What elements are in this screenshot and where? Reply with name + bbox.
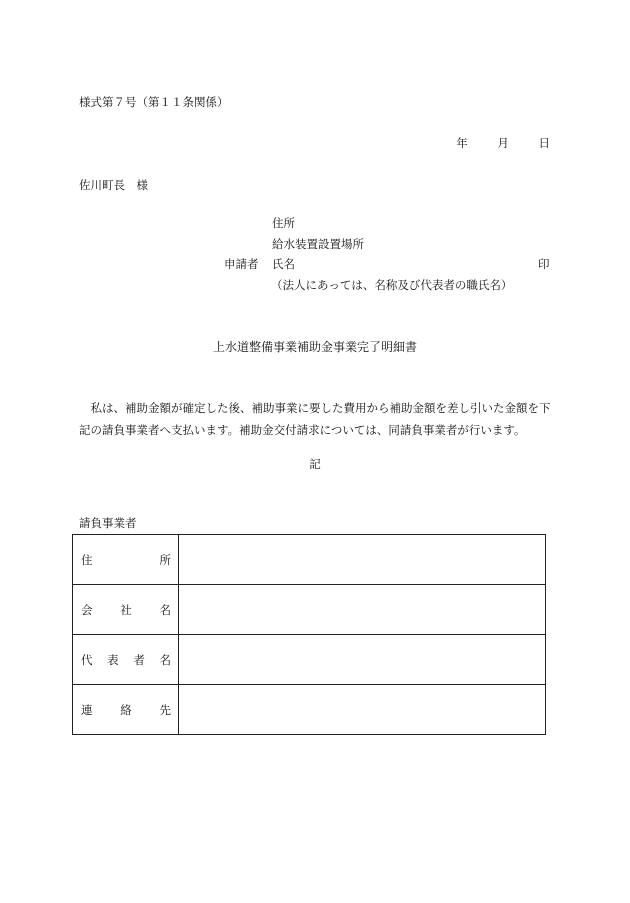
row-label-text (73, 652, 178, 668)
row-label-char: 者 (133, 652, 145, 667)
seal-mark: 印 (538, 257, 550, 271)
contractor-row-label (73, 635, 179, 685)
date-line (434, 138, 550, 150)
contractor-row (73, 535, 546, 585)
addressee: 佐川町長 様 (79, 178, 148, 192)
row-label-text (73, 552, 178, 568)
row-label-text (73, 702, 178, 718)
row-label-char: 名 (159, 602, 171, 617)
row-label-text (73, 602, 178, 618)
applicant-label: 申請者 (224, 257, 259, 271)
row-label-char: 代 (81, 652, 93, 667)
installation-place-label: 給水装置設置場所 (272, 237, 364, 251)
contractor-row-label (73, 585, 179, 635)
contractor-row-value[interactable] (179, 685, 546, 735)
row-label-char: 住 (81, 552, 93, 567)
contractor-table (72, 534, 546, 735)
row-label-char: 絡 (120, 702, 132, 717)
ki-heading: 記 (309, 457, 321, 471)
contractor-caption: 請負事業者 (79, 516, 137, 530)
date-year: 年 (456, 136, 468, 150)
row-label-char: 表 (107, 652, 119, 667)
statement-paragraph: 私は、補助金額が確定した後、補助事業に要した費用から補助金額を差し引いた金額を下記の請負事業者へ支払います。補助金交付請求については、同請負事業者が行います。 (79, 401, 551, 437)
row-label-char: 名 (159, 652, 171, 667)
document-title: 上水道整備事業補助金事業完了明細書 (212, 340, 417, 354)
contractor-row (73, 585, 546, 635)
row-label-char: 連 (81, 702, 93, 717)
row-label-char: 会 (81, 602, 93, 617)
form-number: 様式第７号（第１１条関係） (79, 95, 229, 109)
date-month: 月 (497, 136, 509, 150)
contractor-row (73, 685, 546, 735)
contractor-row (73, 635, 546, 685)
row-label-char: 社 (120, 602, 132, 617)
date-day: 日 (538, 136, 550, 150)
contractor-row-value[interactable] (179, 635, 546, 685)
corporate-note: （法人にあっては、名称及び代表者の職氏名） (271, 278, 513, 292)
name-label: 氏名 (272, 257, 295, 271)
contractor-row-label (73, 535, 179, 585)
address-label: 住所 (272, 216, 295, 230)
row-label-char: 先 (159, 702, 171, 717)
contractor-row-label (73, 685, 179, 735)
contractor-row-value[interactable] (179, 535, 546, 585)
contractor-row-value[interactable] (179, 585, 546, 635)
row-label-char: 所 (159, 552, 171, 567)
